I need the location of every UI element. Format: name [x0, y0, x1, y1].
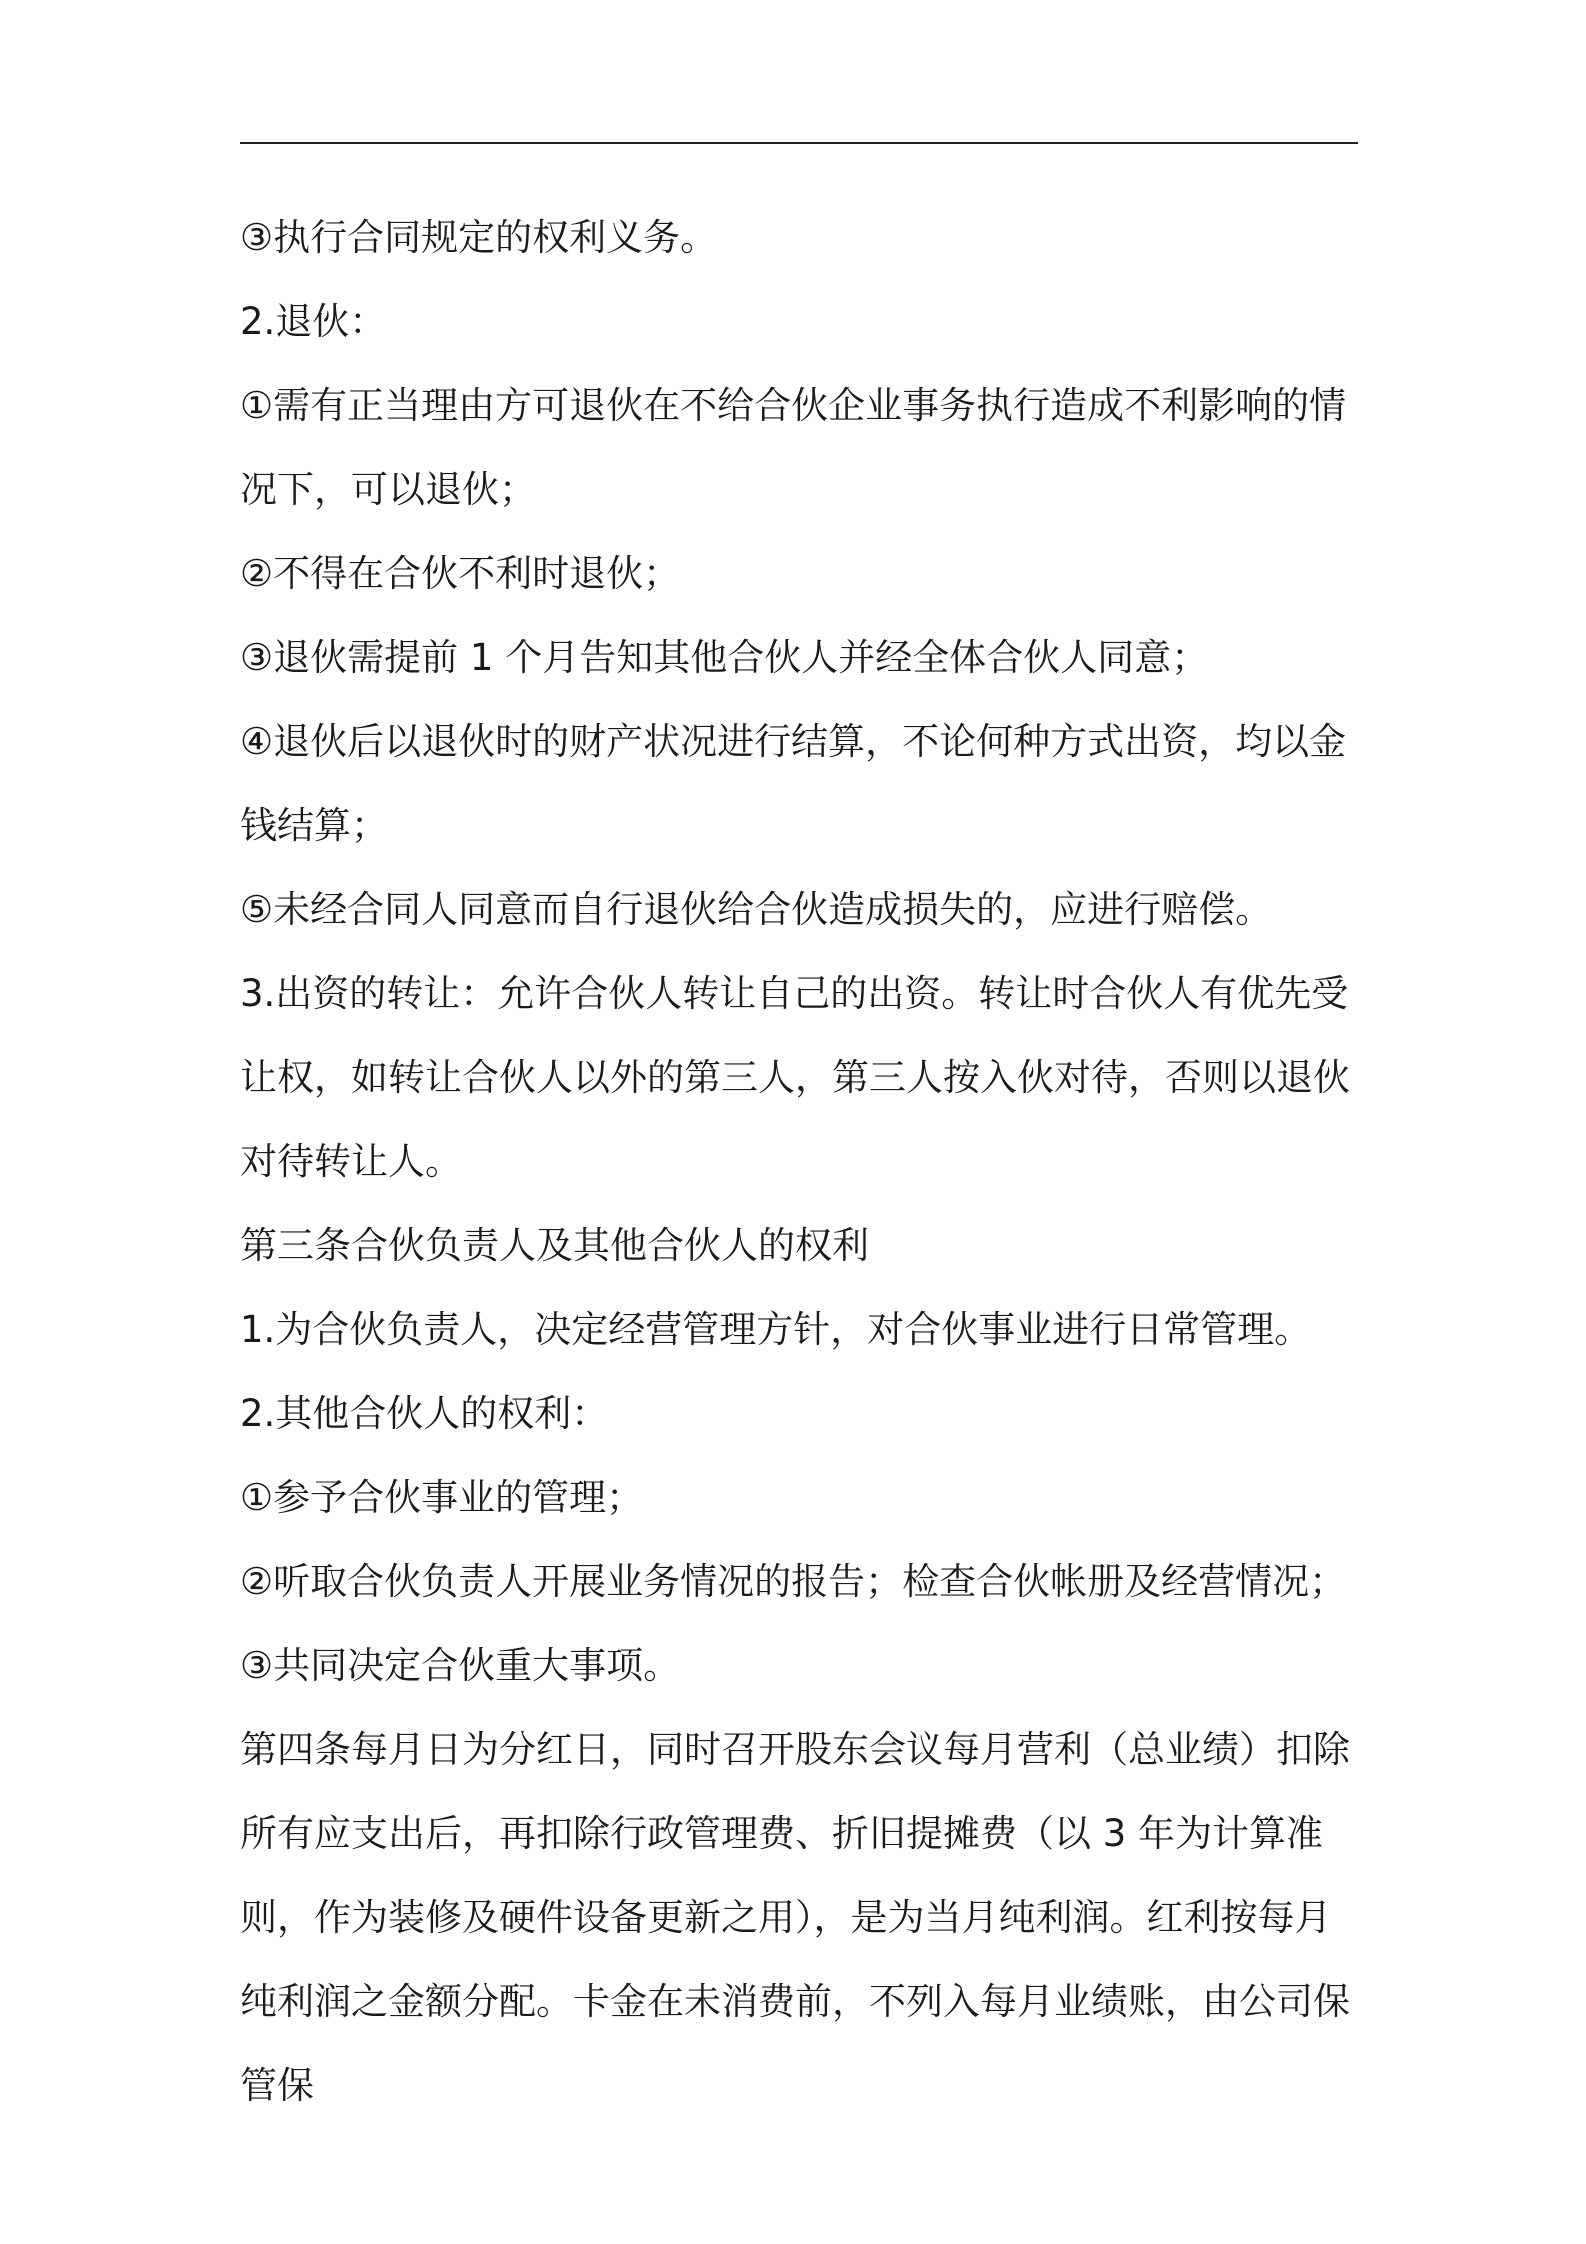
paragraph: ③共同决定合伙重大事项。	[240, 1644, 681, 1687]
paragraph: ①需有正当理由方可退伙在不给合伙企业事务执行造成不利影响的情况下，可以退伙；	[240, 384, 1347, 511]
paragraph: ⑤未经合同人同意而自行退伙给合伙造成损失的，应进行赔偿。	[240, 888, 1273, 931]
paragraph: 2.退伙：	[240, 300, 387, 343]
paragraph: ③退伙需提前 1 个月告知其他合伙人并经全体合伙人同意；	[240, 636, 1209, 679]
header-divider	[240, 142, 1358, 144]
paragraph: 2.其他合伙人的权利：	[240, 1392, 609, 1435]
paragraph: 3.出资的转让：允许合伙人转让自己的出资。转让时合伙人有优先受让权，如转让合伙人以外的第三人，第三人按入伙对待，否则以退伙对待转让人。	[240, 972, 1350, 1183]
document-body	[240, 196, 1360, 2128]
paragraph: ②听取合伙负责人开展业务情况的报告；检查合伙帐册及经营情况；	[240, 1560, 1347, 1603]
paragraph: ④退伙后以退伙时的财产状况进行结算，不论何种方式出资，均以金钱结算；	[240, 720, 1347, 847]
paragraph: 第四条每月日为分红日，同时召开股东会议每月营利（总业绩）扣除所有应支出后，再扣除行政管理费、折旧提摊费（以 3 年为计算准则，作为装修及硬件设备更新之用），是为当月纯利润。红利按每月纯利润之金额分配。卡金在未消费前，不列入每月业绩账，由公司保管保	[240, 1728, 1350, 2107]
section-heading: 第三条合伙负责人及其他合伙人的权利	[240, 1224, 869, 1267]
paragraph: 1.为合伙负责人，决定经营管理方针，对合伙事业进行日常管理。	[240, 1308, 1312, 1351]
paragraph: ③执行合同规定的权利义务。	[240, 216, 718, 259]
paragraph: ①参予合伙事业的管理；	[240, 1476, 644, 1519]
paragraph: ②不得在合伙不利时退伙；	[240, 552, 681, 595]
